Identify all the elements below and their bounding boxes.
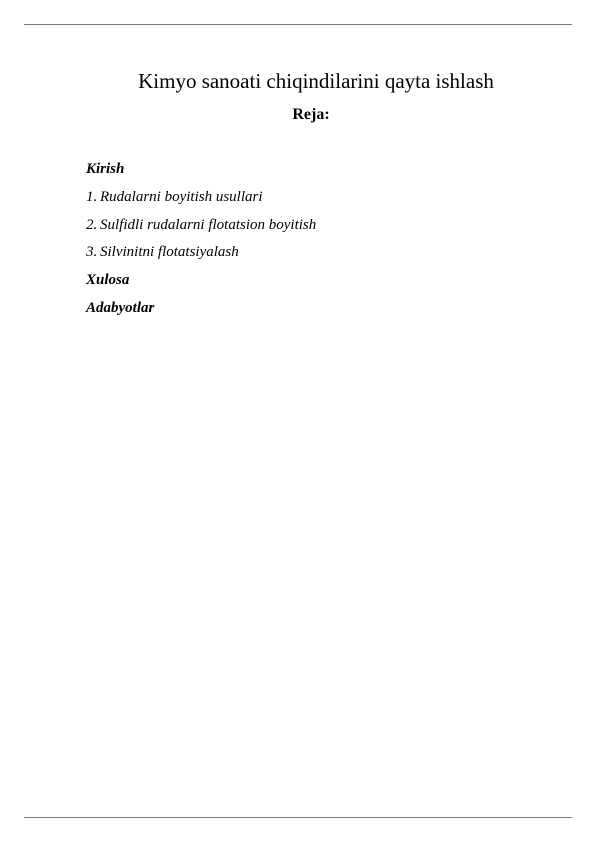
toc-item-label: Silvinitni flotatsiyalash (100, 244, 239, 261)
toc-item-label: Sulfidli rudalarni flotatsion boyitish (100, 216, 317, 233)
toc-item-xulosa (86, 270, 546, 298)
toc-item-adabyotlar (86, 298, 546, 326)
toc-item-2 (86, 215, 546, 243)
toc-item-label: Kirish (86, 161, 125, 177)
toc-item-number: 1. (86, 188, 98, 205)
table-of-contents (86, 159, 546, 326)
document-title: Kimyo sanoati chiqindilarini qayta ishlash (138, 69, 494, 93)
toc-item-label: Adabyotlar (86, 299, 155, 316)
toc-item-label: Xulosa (86, 272, 130, 289)
toc-item-number: 2. (86, 216, 98, 233)
toc-item-3 (86, 242, 546, 270)
header-rule (24, 24, 572, 25)
footer-rule (24, 817, 572, 818)
toc-item-kirish (86, 159, 546, 187)
toc-item-1 (86, 187, 546, 215)
plan-heading: Reja: (292, 106, 330, 123)
toc-item-label: Rudalarni boyitish usullari (100, 188, 263, 205)
toc-item-number: 3. (86, 244, 98, 261)
